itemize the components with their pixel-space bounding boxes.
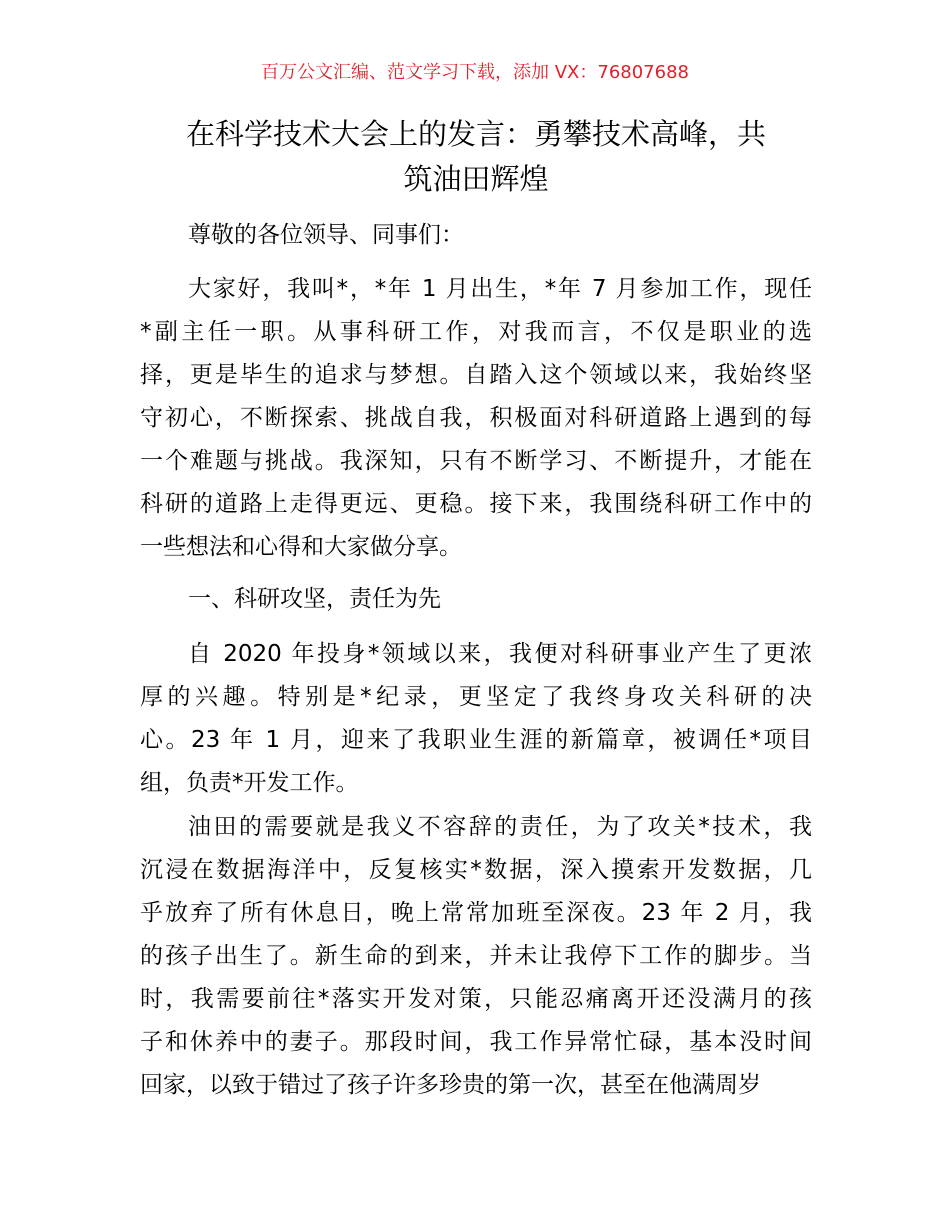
paragraph-line: 心。23 年 1 月，迎来了我职业生涯的新篇章，被调任*项目: [140, 727, 812, 753]
paragraph-line: 自 2020 年投身*领域以来，我便对科研事业产生了更浓: [188, 641, 812, 667]
paragraph-line: 择，更是毕生的追求与梦想。自踏入这个领域以来，我始终坚: [140, 362, 812, 388]
paragraph-line: 大家好，我叫*，*年 1 月出生，*年 7 月参加工作，现任: [188, 276, 812, 302]
paragraph-line: 一些想法和心得和大家做分享。: [140, 534, 462, 560]
section-heading: 一、科研攻坚，责任为先: [188, 586, 441, 612]
paragraph-line: 沉浸在数据海洋中，反复核实*数据，深入摸索开发数据，几: [140, 857, 812, 883]
paragraph-line: 回家，以致于错过了孩子许多珍贵的第一次，甚至在他满周岁: [140, 1072, 761, 1098]
paragraph-line: *副主任一职。从事科研工作，对我而言，不仅是职业的选: [140, 319, 812, 345]
paragraph-line: 一个难题与挑战。我深知，只有不断学习、不断提升，才能在: [140, 448, 812, 474]
paragraph-line: 科研的道路上走得更远、更稳。接下来，我围绕科研工作中的: [140, 491, 812, 517]
document-title: 在科学技术大会上的发言：勇攀技术高峰，共: [185, 117, 766, 151]
paragraph-line: 厚的兴趣。特别是*纪录，更坚定了我终身攻关科研的决: [140, 684, 812, 710]
paragraph-line: 时，我需要前往*落实开发对策，只能忍痛离开还没满月的孩: [140, 986, 812, 1012]
paragraph-line: 乎放弃了所有休息日，晚上常常加班至深夜。23 年 2 月，我: [140, 900, 812, 926]
paragraph-line: 子和休养中的妻子。那段时间，我工作异常忙碌，基本没时间: [140, 1029, 812, 1055]
greeting: 尊敬的各位领导、同事们：: [188, 222, 464, 248]
paragraph-line: 组，负责*开发工作。: [140, 770, 359, 796]
paragraph-line: 的孩子出生了。新生命的到来，并未让我停下工作的脚步。当: [140, 943, 812, 969]
document-title-line2: 筑油田辉煌: [403, 162, 549, 196]
paragraph-line: 油田的需要就是我义不容辞的责任，为了攻关*技术，我: [188, 814, 812, 840]
paragraph-line: 守初心，不断探索、挑战自我，积极面对科研道路上遇到的每: [140, 405, 812, 431]
watermark-header: 百万公文汇编、范文学习下载，添加 VX：76807688: [261, 62, 689, 83]
